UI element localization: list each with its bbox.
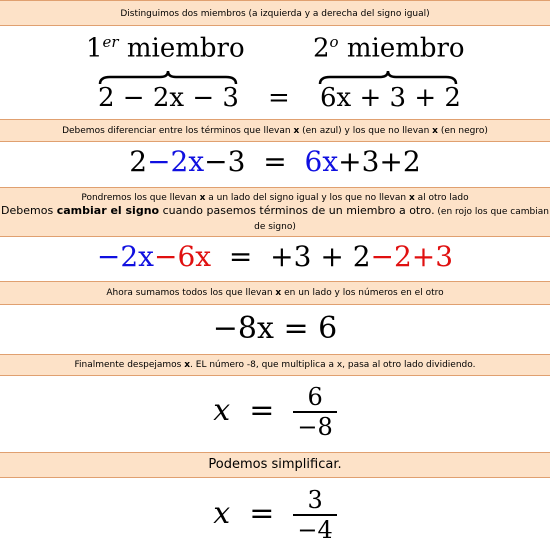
equation-6 xyxy=(0,486,550,544)
eq5-numerator: 6 xyxy=(293,383,336,413)
second-member-label: 2$^o$ miembro xyxy=(313,33,465,64)
equation-1 xyxy=(0,27,550,119)
eq3-term-b: −6x xyxy=(153,240,212,273)
instruction-bar-3: Pondremos los que llevan x a un lado del signo igual y los que no llevan x al otro lado Debemos cambiar el signo cuando pasemos términos de un miembro a otro. (en rojo los que cambian de signo) xyxy=(0,187,550,237)
eq6-variable: x xyxy=(213,496,231,531)
instruction-bar-5: Finalmente despejamos x. EL número -8, que multiplica a x, pasa al otro lado dividiendo. xyxy=(0,354,550,376)
eq3-term-d: −2+3 xyxy=(370,240,454,273)
instruction-bar-4: Ahora sumamos todos los que llevan x en un lado y los números en el otro xyxy=(0,281,550,305)
eq2-term-e: +3+2 xyxy=(338,145,421,178)
equation-5 xyxy=(0,383,550,441)
eq2-term-c: −3 xyxy=(204,145,246,178)
eq5-denominator: −8 xyxy=(297,413,333,441)
equation-2 xyxy=(0,145,550,178)
eq6-equals: = xyxy=(249,496,275,531)
eq3-equals: = xyxy=(228,240,253,273)
eq3-term-a: −2x xyxy=(96,240,154,273)
eq3-term-c: +3 + 2 xyxy=(270,240,371,273)
eq6-fraction xyxy=(293,486,336,544)
equation-1-equals: = xyxy=(268,83,290,113)
first-member-label: 1er miembro xyxy=(86,33,245,64)
eq6-numerator: 3 xyxy=(293,486,336,516)
eq5-equals: = xyxy=(249,393,275,428)
equation-4: −8x = 6 xyxy=(212,311,338,346)
instruction-bar-6: Podemos simplificar. xyxy=(0,452,550,478)
instruction-bar-1 xyxy=(0,0,550,26)
instruction-text-1: Distinguimos dos miembros (a izquierda y a derecha del signo igual) xyxy=(120,9,430,19)
eq6-denominator: −4 xyxy=(297,516,333,544)
eq2-equals: = xyxy=(263,145,287,178)
eq2-term-a: 2 xyxy=(129,145,148,178)
equation-3 xyxy=(0,240,550,273)
eq2-term-d: 6x xyxy=(304,145,339,178)
equation-1-right: 6x + 3 + 2 xyxy=(320,83,461,113)
eq2-term-b: −2x xyxy=(147,145,205,178)
eq5-fraction xyxy=(293,383,336,441)
eq5-variable: x xyxy=(213,393,231,428)
equation-1-left: 2 − 2x − 3 xyxy=(98,83,239,113)
instruction-bar-2: Debemos diferenciar entre los términos que llevan x (en azul) y los que no llevan x (en negro) xyxy=(0,119,550,142)
